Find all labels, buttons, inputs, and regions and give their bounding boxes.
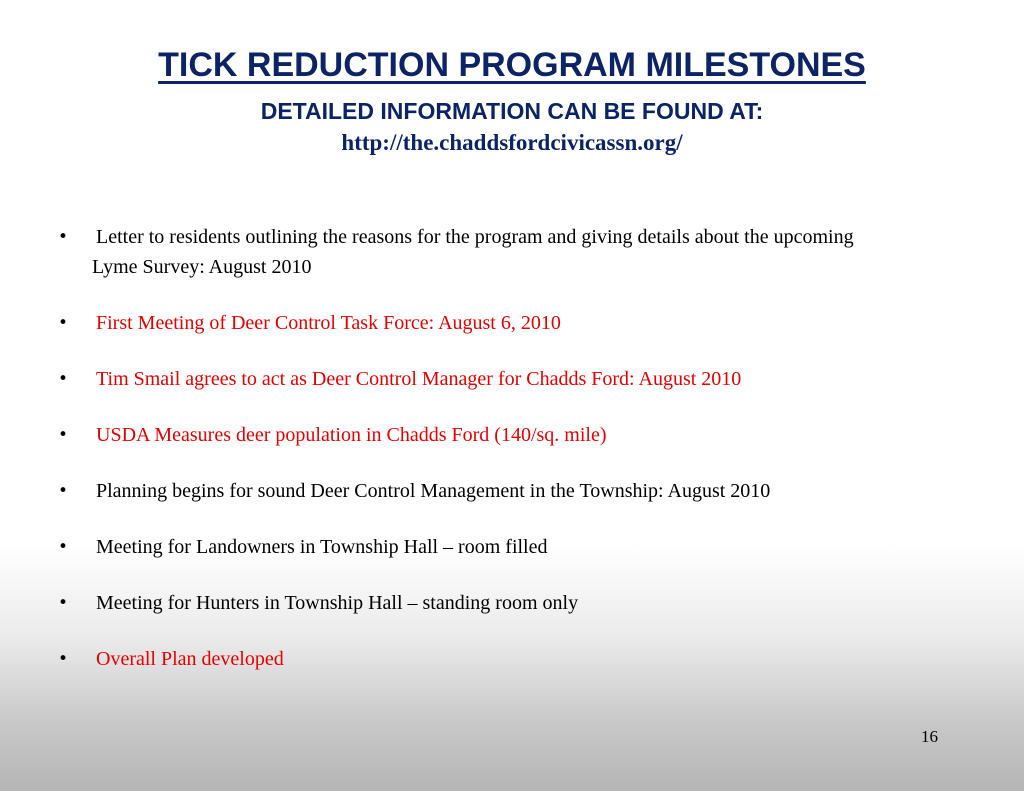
milestone-item: [58, 476, 998, 506]
bullet-icon: •: [58, 425, 69, 445]
milestone-text: USDA Measures deer population in Chadds Ford (140/sq. mile): [96, 424, 607, 446]
milestone-text: First Meeting of Deer Control Task Force: August 6, 2010: [96, 312, 561, 334]
milestone-item: [58, 588, 998, 618]
milestone-list: [58, 222, 998, 674]
subtitle: DETAILED INFORMATION CAN BE FOUND AT:: [260, 98, 764, 124]
milestone-text-line2: Lyme Survey: August 2010: [92, 256, 312, 278]
milestone-item: [58, 308, 998, 338]
milestone-text: Planning begins for sound Deer Control Management in the Township: August 2010: [96, 480, 771, 502]
milestone-text: [92, 226, 998, 282]
milestone-text: Tim Smail agrees to act as Deer Control Manager for Chadds Ford: August 2010: [96, 368, 742, 390]
civic-association-url: http://the.chaddsfordcivicassn.org/: [341, 130, 683, 155]
bullet-icon: •: [58, 227, 69, 247]
slide-title: TICK REDUCTION PROGRAM MILESTONES: [158, 46, 866, 84]
milestone-item: [58, 222, 998, 282]
milestone-item: [58, 644, 998, 674]
milestone-item: [58, 364, 998, 394]
bullet-icon: •: [58, 313, 69, 333]
milestone-text: Overall Plan developed: [96, 648, 284, 670]
page-number: 16: [921, 727, 938, 746]
bullet-icon: •: [58, 537, 69, 557]
milestone-text-line1: Letter to residents outlining the reasons for the program and giving details about the upcoming: [96, 226, 854, 248]
milestone-item: [58, 532, 998, 562]
bullet-icon: •: [58, 481, 69, 501]
bullet-icon: •: [58, 369, 69, 389]
milestone-item: [58, 420, 998, 450]
milestone-text: Meeting for Hunters in Township Hall – standing room only: [96, 592, 579, 614]
milestone-text: Meeting for Landowners in Township Hall – room filled: [96, 536, 548, 558]
bullet-icon: •: [58, 649, 69, 669]
bullet-icon: •: [58, 593, 69, 613]
